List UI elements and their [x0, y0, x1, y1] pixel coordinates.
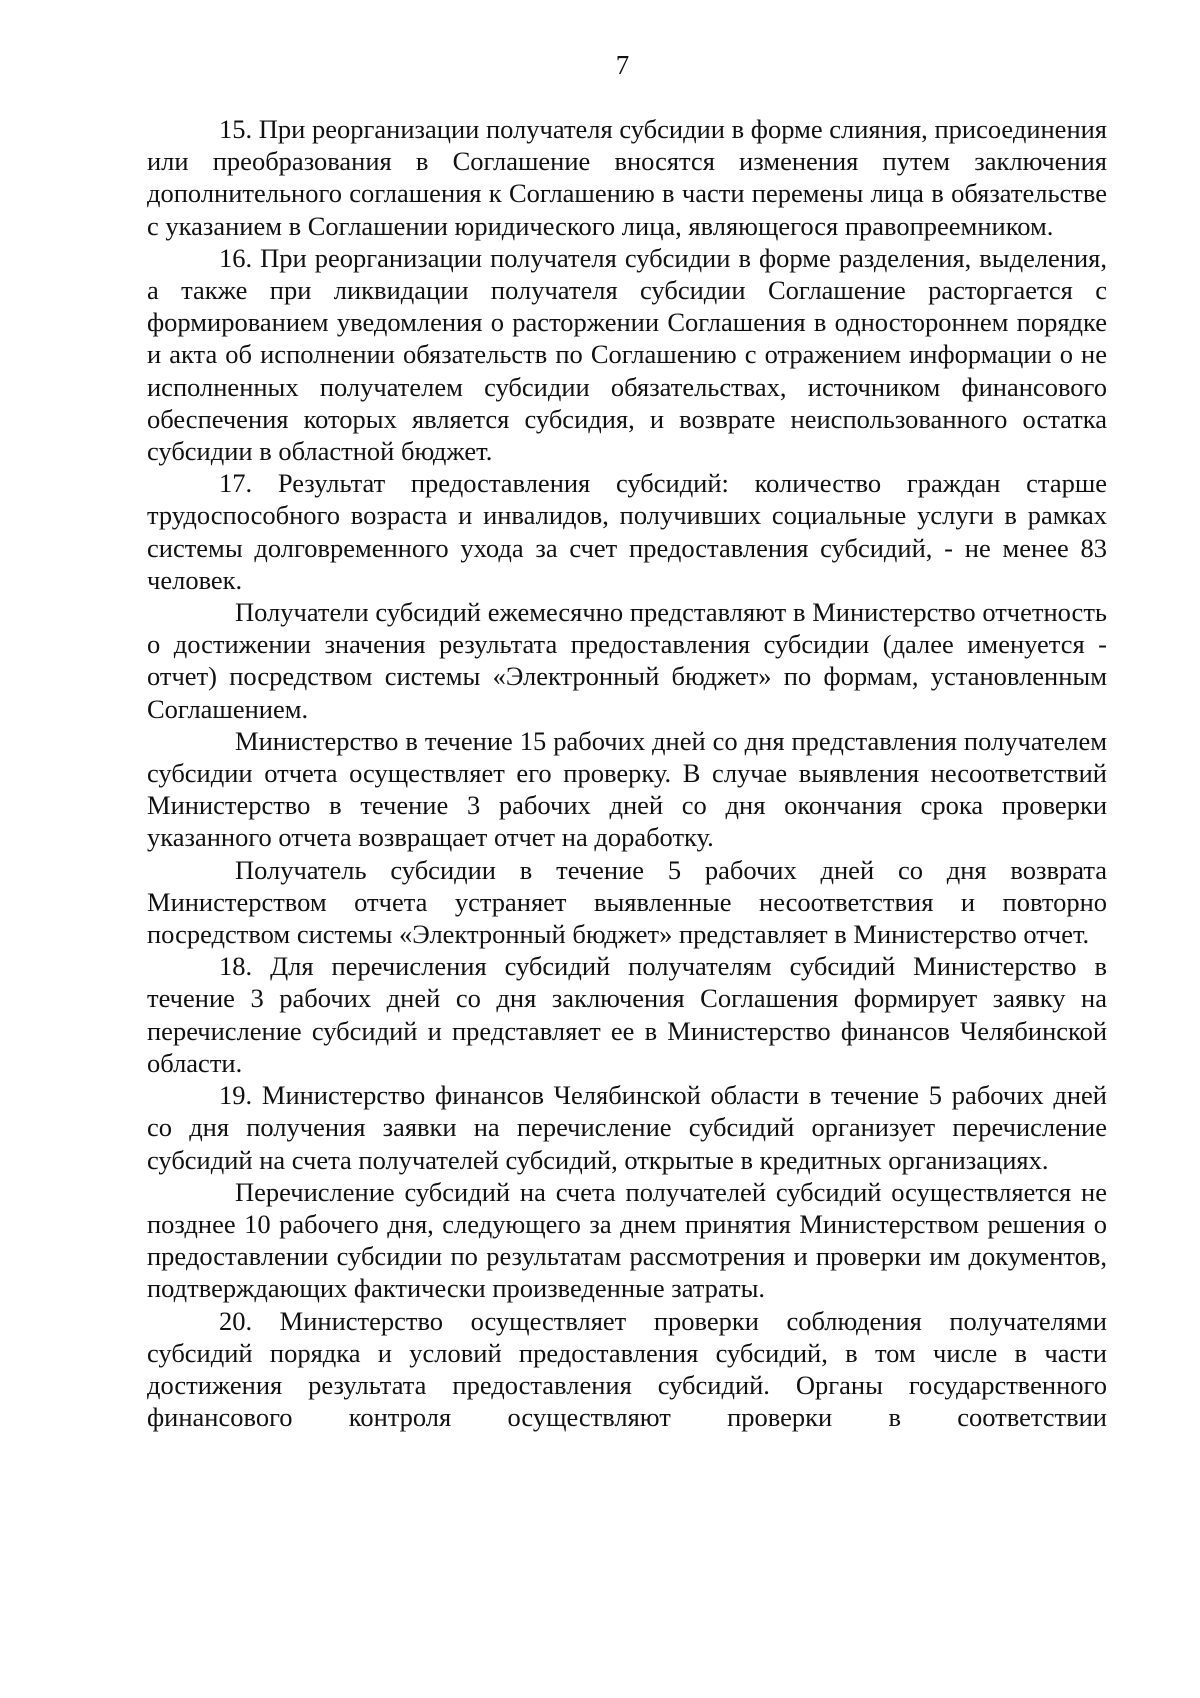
- paragraph-19: 19. Министерство финансов Челябинской области в течение 5 рабочих дней со дня получения заявки на перечисление субсидий организует перечисление субсидий на счета получателей субсидий, открытые в кредитных организациях.: [147, 1080, 1107, 1175]
- page-number: 7: [615, 50, 630, 80]
- paragraph-18: 18. Для перечисления субсидий получателям субсидий Министерство в течение 3 рабочих дней со дня заключения Соглашения формирует заявку на перечисление субсидий и представляет ее в Министерство финансов Челябинской области.: [147, 951, 1107, 1078]
- paragraph-20: 20. Министерство осуществляет проверки соблюдения получателями субсидий порядка и условий предоставления субсидий, в том числе в части достижения результата предоставления субсидий. Органы государственного финансового контроля осуществляют проверки в соответствии: [147, 1305, 1107, 1433]
- document-body: [147, 113, 1107, 1433]
- paragraph-17-correction: Получатель субсидии в течение 5 рабочих дней со дня возврата Министерством отчета устраняет выявленные несоответствия и повторно посредством системы «Электронный бюджет» представляет в Министерство отчет.: [147, 854, 1107, 950]
- paragraph-17-verification: Министерство в течение 15 рабочих дней со дня представления получателем субсидии отчета осуществляет его проверку. В случае выявления несоответствий Министерство в течение 3 рабочих дней со дня окончания срока проверки указанного отчета возвращает отчет на доработку.: [147, 725, 1107, 853]
- paragraph-17: 17. Результат предоставления субсидий: количество граждан старше трудоспособного возраста и инвалидов, получивших социальные услуги в рамках системы долговременного ухода за счет предоставления субсидий, - не менее 83 человек.: [147, 468, 1107, 595]
- paragraph-19-transfer-deadline: Перечисление субсидий на счета получателей субсидий осуществляется не позднее 10 рабочего дня, следующего за днем принятия Министерством решения о предоставлении субсидии по результатам рассмотрения и проверки им документов, подтверждающих фактически произведенные затраты.: [147, 1176, 1107, 1304]
- paragraph-15: 15. При реорганизации получателя субсидии в форме слияния, присоединения или преобразования в Соглашение вносятся изменения путем заключения дополнительного соглашения к Соглашению в части перемены лица в обязательстве с указанием в Соглашении юридического лица, являющегося правопреемником.: [147, 114, 1107, 241]
- paragraph-16: 16. При реорганизации получателя субсидии в форме разделения, выделения, а также при ликвидации получателя субсидии Соглашение расторгается с формированием уведомления о расторжении Соглашения в одностороннем порядке и акта об исполнении обязательств по Соглашению с отражением информации о не исполненных получателем субсидии обязательствах, источником финансового обеспечения которых является субсидия, и возврате неиспользованного остатка субсидии в областной бюджет.: [147, 242, 1107, 467]
- paragraph-17-reporting: Получатели субсидий ежемесячно представляют в Министерство отчетность о достижении значения результата предоставления субсидии (далее именуется - отчет) посредством системы «Электронный бюджет» по формам, установленным Соглашением.: [147, 597, 1107, 724]
